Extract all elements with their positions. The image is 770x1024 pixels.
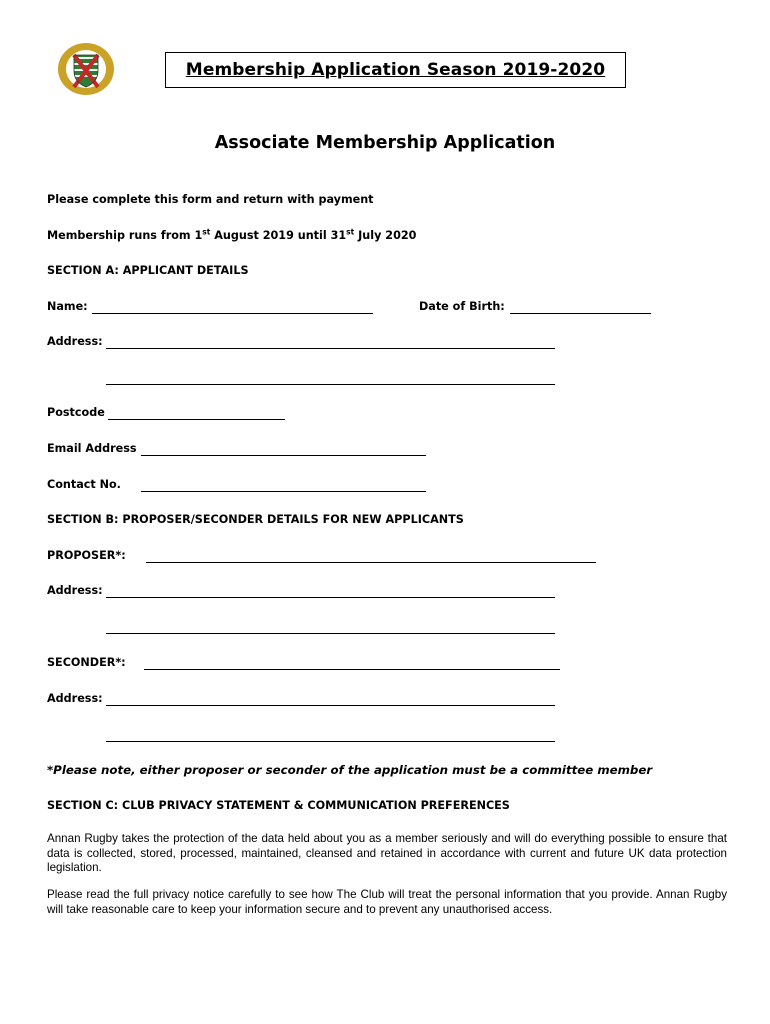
address-field-line-2[interactable]	[106, 384, 555, 385]
postcode-label: Postcode	[47, 406, 105, 419]
name-label: Name:	[47, 300, 88, 313]
address-label: Address:	[47, 335, 103, 348]
address-field-line-1[interactable]	[106, 348, 555, 349]
proposer-address-label: Address:	[47, 584, 103, 597]
email-label: Email Address	[47, 442, 137, 455]
section-c-heading: SECTION C: CLUB PRIVACY STATEMENT & COMMUNICATION PREFERENCES	[47, 799, 510, 812]
proposer-address-line-2[interactable]	[106, 633, 555, 634]
seconder-label: SECONDER*:	[47, 656, 126, 669]
email-field[interactable]	[141, 455, 426, 456]
proposer-label: PROPOSER*:	[47, 549, 126, 562]
form-title: Membership Application Season 2019-2020	[185, 60, 606, 80]
membership-dates: Membership runs from 1st August 2019 until 31st July 2020	[47, 227, 417, 242]
proposer-field[interactable]	[146, 562, 596, 563]
dob-label: Date of Birth:	[419, 300, 505, 313]
contact-field[interactable]	[141, 491, 426, 492]
seconder-address-label: Address:	[47, 692, 103, 705]
committee-note: *Please note, either proposer or seconder of the application must be a committee member	[47, 763, 653, 777]
privacy-paragraph-2: Please read the full privacy notice carefully to see how The Club will treat the personal information that you provide. Annan Rugby will take reasonable care to keep your information secure and to prevent any unauthorised access.	[47, 888, 727, 916]
section-a-heading: SECTION A: APPLICANT DETAILS	[47, 264, 249, 277]
form-title-box	[165, 52, 626, 88]
section-b-heading: SECTION B: PROPOSER/SECONDER DETAILS FOR NEW APPLICANTS	[47, 513, 464, 526]
postcode-field[interactable]	[108, 419, 285, 420]
privacy-paragraph-1: Annan Rugby takes the protection of the data held about you as a member seriously and will do everything possible to ensure that data is collected, stored, processed, maintained, cleansed and retained in accordance with current and future UK data protection legislation.	[47, 832, 727, 874]
dob-field[interactable]	[510, 313, 651, 314]
form-subtitle: Associate Membership Application	[214, 133, 556, 153]
seconder-address-line-2[interactable]	[106, 741, 555, 742]
contact-label: Contact No.	[47, 478, 121, 491]
seconder-field[interactable]	[144, 669, 560, 670]
seconder-address-line-1[interactable]	[106, 705, 555, 706]
name-field[interactable]	[92, 313, 373, 314]
proposer-address-line-1[interactable]	[106, 597, 555, 598]
instruction-text: Please complete this form and return with payment	[47, 193, 374, 206]
club-crest-icon	[57, 42, 115, 96]
